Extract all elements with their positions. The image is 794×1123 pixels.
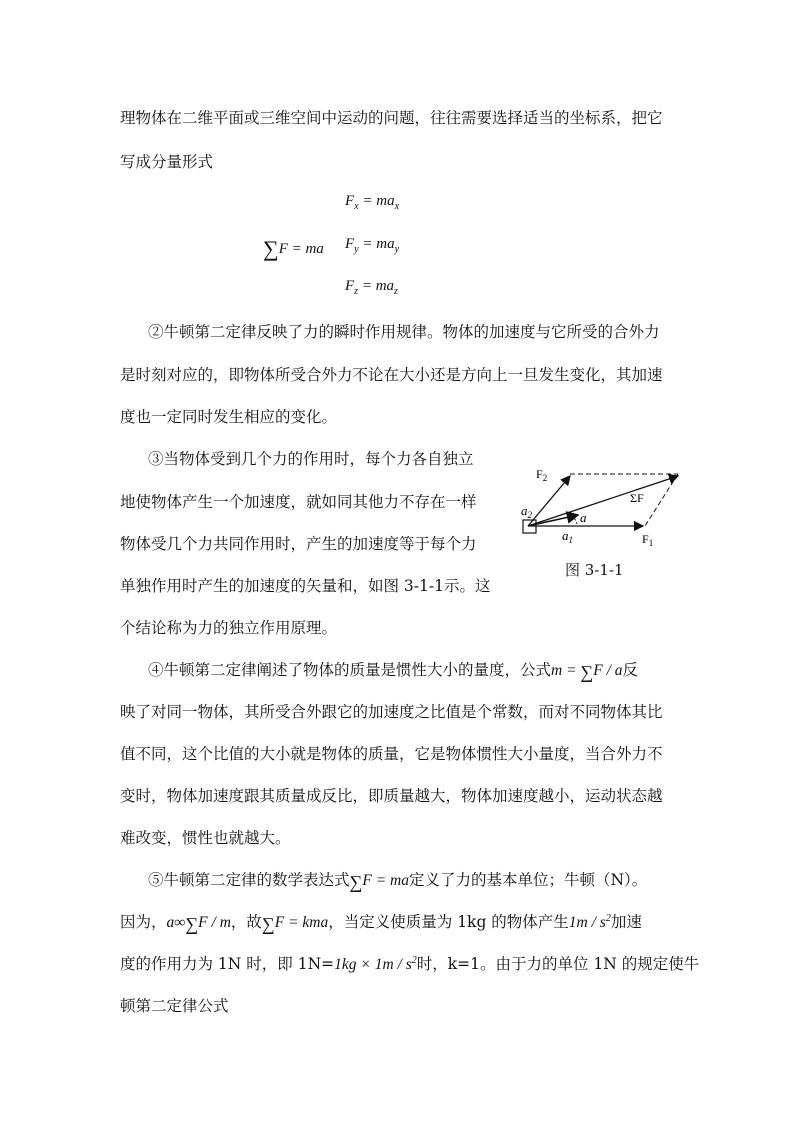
equation-fz: $F_z = ma_z$ <box>345 278 398 297</box>
para2-line1: ②牛顿第二定律反映了力的瞬时作用规律。物体的加速度与它所受的合外力 <box>148 323 660 341</box>
label-a2: $a_2$ <box>521 503 532 520</box>
equation-fx: $F_x = ma_x$ <box>345 193 400 212</box>
para5-line1: ⑤牛顿第二定律的数学表达式∑F = ma定义了力的基本单位；牛顿（N）。 <box>148 871 648 892</box>
label-sum-f: ΣF <box>630 491 644 505</box>
para2-line3: 度也一定同时发生相应的变化。 <box>120 408 338 426</box>
formula-proportional: a∞∑F / m <box>166 914 231 934</box>
para5-line2: 因为，a∞∑F / m，故∑F = kma，当定义使质量为 1kg 的物体产生$1m / s^2$加速 <box>120 913 642 934</box>
label-a1: $a_1$ <box>562 528 573 545</box>
para5-line4: 顿第二定律公式 <box>120 997 229 1015</box>
para4-line3: 值不同，这个比值的大小就是物体的质量，它是物体惯性大小量度，当合外力不 <box>120 745 663 763</box>
formula-newton-second: ∑F = ma <box>349 872 409 892</box>
formula-newton-unit: $1kg \times 1m / s^2$ <box>334 955 417 973</box>
acceleration-dashed <box>573 515 578 526</box>
para3-line4: 单独作用时产生的加速度的矢量和，如图 3-1-1示。这 <box>120 577 491 595</box>
para3-line2: 地使物体产生一个加速度，就如同其他力不存在一样 <box>120 493 477 511</box>
para4-line5: 难改变，惯性也就越大。 <box>120 829 291 847</box>
force-parallelogram-diagram <box>518 460 693 555</box>
label-f1: $F_1$ <box>642 532 654 548</box>
para3-line5: 个结论称为力的独立作用原理。 <box>120 619 338 637</box>
sigma-symbol: ∑ <box>263 236 279 261</box>
formula-kma: ∑F = kma <box>261 914 329 934</box>
label-f2: $F_2$ <box>536 467 548 483</box>
para1-line1: 理物体在二维平面或三维空间中运动的问题，往往需要选择适当的坐标系，把它 <box>120 109 663 127</box>
para4-line1: ④牛顿第二定律阐述了物体的质量是惯性大小的量度，公式m = ∑F / a反 <box>148 661 639 682</box>
para4-line4: 变时，物体加速度跟其质量成反比，即质量越大，物体加速度越小，运动状态越 <box>120 787 663 805</box>
equation-sum: ∑F = ma <box>263 236 324 261</box>
figure-caption: 图 3-1-1 <box>565 561 624 579</box>
para1-line2: 写成分量形式 <box>120 153 214 171</box>
para5-line3: 度的作用力为 1N 时，即 $1N=1kg \times 1m / s^2$时，k=1。由于力的单位 1N 的规定使牛 <box>120 955 700 973</box>
para2-line2: 是时刻对应的，即物体所受合外力不论在大小还是方向上一旦发生变化，其加速 <box>120 366 663 384</box>
equation-fy: $F_y = ma_y$ <box>345 236 400 255</box>
resultant-force-arrow <box>528 476 678 526</box>
label-a: a <box>580 510 587 525</box>
para3-line3: 物体受几个力共同作用时，产生的加速度等于每个力 <box>120 535 477 553</box>
para4-line2: 映了对同一物体，其所受合外跟它的加速度之比值是个常数，而对不同物体其比 <box>120 703 663 721</box>
formula-unit-acc: $1m / s^2$ <box>568 913 611 931</box>
para3-line1: ③当物体受到几个力的作用时，每个力各自独立 <box>148 450 474 468</box>
formula-mass: m = ∑F / a <box>551 662 623 682</box>
